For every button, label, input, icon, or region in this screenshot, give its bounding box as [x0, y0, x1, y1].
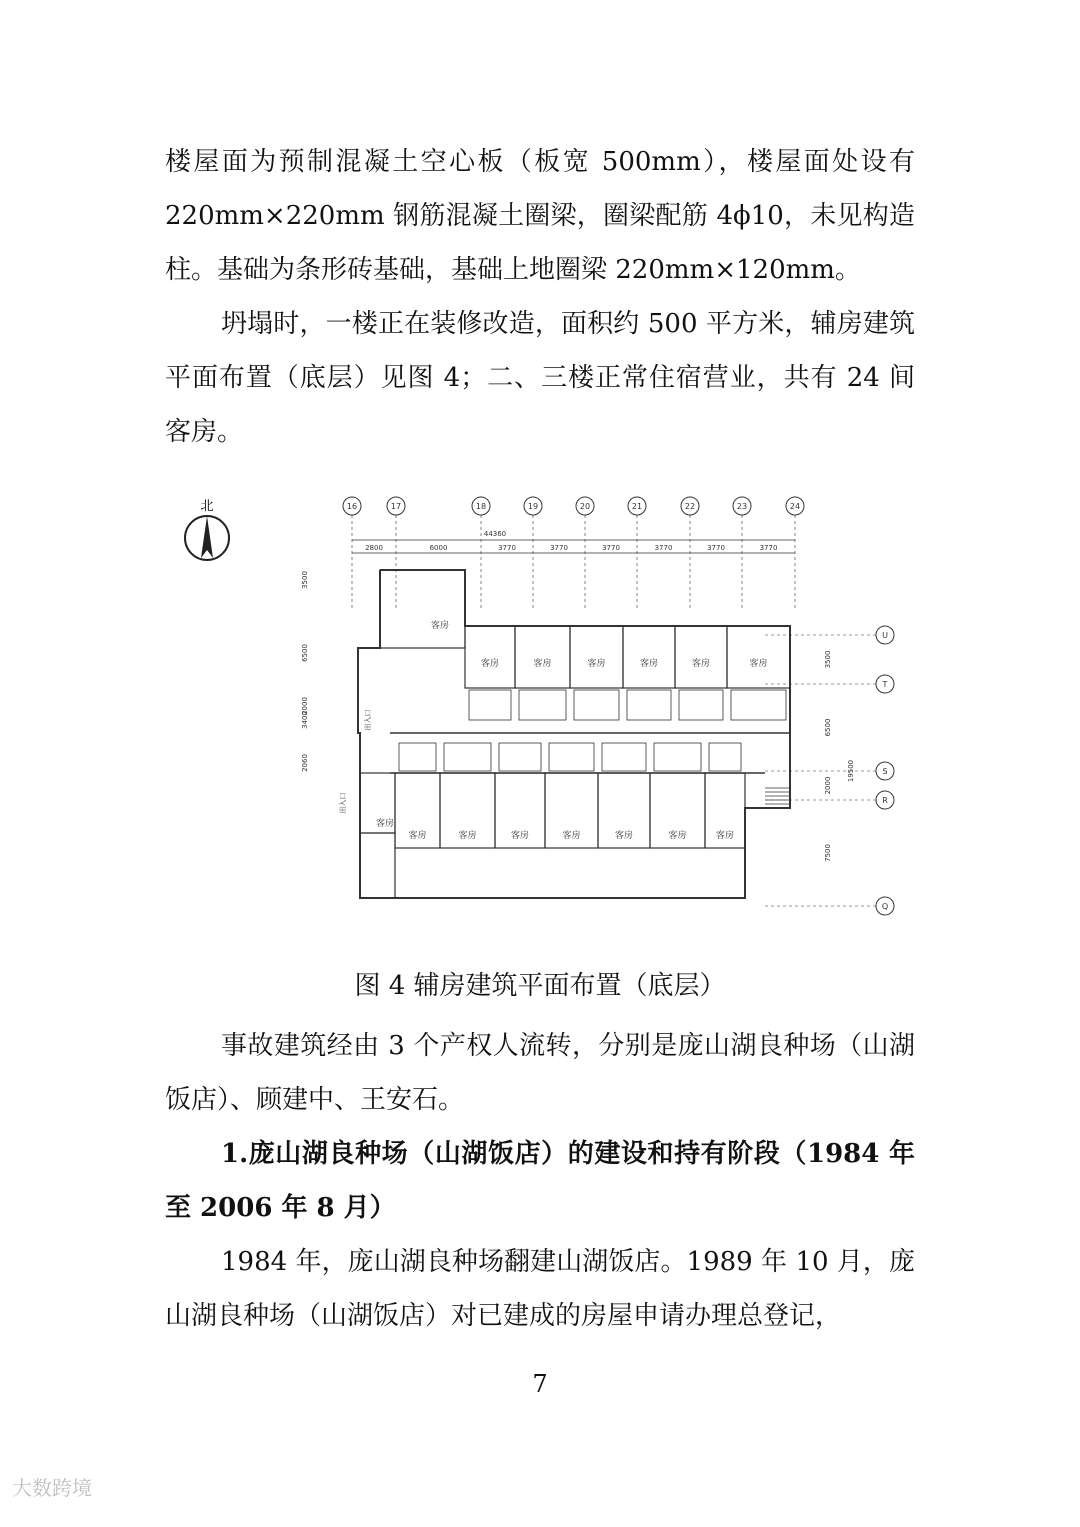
- axis-label-19: 19: [527, 502, 539, 511]
- lower-room-label-1: 客房: [408, 831, 427, 841]
- lower-bathroom-7: [709, 743, 741, 771]
- lower-bathroom-2: [444, 743, 491, 771]
- lower-room-label-6: 客房: [668, 831, 687, 841]
- top-dimension-1: 2800: [365, 544, 383, 552]
- upper-room-label-2: 客房: [533, 659, 552, 669]
- top-dimension-6: 3770: [654, 544, 673, 552]
- lower-bathroom-1: [399, 743, 436, 771]
- right-dimension-4: 7500: [824, 844, 832, 862]
- right-dimension-1: 3500: [824, 650, 832, 669]
- paragraph-ownership: 事故建筑经由 3 个产权人流转，分别是庞山湖良种场（山湖饭店）、顾建中、王安石。: [165, 1031, 915, 1115]
- southwest-room-label: 客房: [375, 819, 395, 829]
- top-dimension-2: 6000: [429, 544, 448, 552]
- upper-room-label-1: 客房: [480, 659, 500, 669]
- paragraph-structure: 楼屋面为预制混凝土空心板（板宽 500mm），楼屋面处设有 220mm×220mm 钢筋混凝土圈梁，圈梁配筋 4ϕ10，未见构造柱。基础为条形砖基础，基础上地圈梁 220mm×120mm。: [165, 147, 915, 285]
- lower-room-label-5: 客房: [614, 831, 634, 841]
- axis-label-16: 16: [346, 502, 358, 511]
- upper-room-label-4: 客房: [639, 659, 659, 669]
- northwest-room: [380, 570, 465, 648]
- axis-label-18: 18: [475, 502, 487, 511]
- axis-label-17: 17: [390, 502, 402, 511]
- axis-label-24: 24: [789, 502, 801, 511]
- top-dimension-3: 3770: [498, 544, 516, 552]
- lower-bathroom-6: [654, 743, 701, 771]
- axis-label-T: T: [882, 680, 888, 689]
- outer-wall: [358, 570, 790, 898]
- lower-bathroom-5: [602, 743, 646, 771]
- upper-room-1: [465, 626, 515, 688]
- upper-room-6: [727, 626, 790, 688]
- upper-room-label-3: 客房: [587, 659, 606, 669]
- upper-room-4: [623, 626, 675, 688]
- left-dimension-5: 2060: [301, 754, 309, 772]
- left-dimension-3: 2000: [301, 697, 309, 715]
- northwest-room-label: 客房: [430, 621, 450, 631]
- upper-bathroom-1: [469, 690, 511, 720]
- left-dimension-1: 3500: [301, 571, 309, 589]
- page-number: 7: [532, 1370, 548, 1398]
- upper-room-3: [570, 626, 623, 688]
- lower-room-label-4: 客房: [562, 831, 581, 841]
- north-label: 北: [200, 499, 214, 514]
- west-entrance-label: 出入口: [364, 709, 372, 731]
- axis-label-Q: Q: [881, 902, 889, 911]
- watermark: 大数跨境: [12, 1476, 92, 1500]
- right-dimension-2: 6500: [824, 718, 832, 737]
- section-heading: 1.庞山湖良种场（山湖饭店）的建设和持有阶段（1984 年至 2006 年 8 月）: [165, 1139, 915, 1223]
- right-dimension-5: 19500: [847, 759, 855, 783]
- lower-bathroom-4: [549, 743, 594, 771]
- paragraph-history: 1984 年，庞山湖良种场翻建山湖饭店。1989 年 10 月，庞山湖良种场（山湖饭店）对已建成的房屋申请办理总登记，: [165, 1247, 915, 1331]
- upper-bathroom-3: [574, 690, 619, 720]
- top-dimension-8: 3770: [759, 544, 778, 552]
- top-dimension-4: 3770: [550, 544, 568, 552]
- right-dimension-3: 2000: [824, 776, 832, 795]
- upper-room-5: [675, 626, 727, 688]
- southwest-restroom: [360, 833, 395, 898]
- paragraph-collapse-status: 坍塌时，一楼正在装修改造，面积约 500 平方米，辅房建筑平面布置（底层）见图 4；二、三楼正常住宿营业，共有 24 间客房。: [165, 309, 915, 447]
- axis-label-U: U: [882, 631, 888, 640]
- left-dimension-2: 6500: [301, 644, 309, 662]
- lower-room-label-3: 客房: [510, 831, 530, 841]
- left-dimension-4: 3400: [301, 711, 309, 729]
- north-arrow-icon: [185, 499, 229, 560]
- figure-caption: 图 4 辅房建筑平面布置（底层）: [354, 971, 726, 1001]
- axis-label-23: 23: [736, 502, 748, 511]
- lower-room-label-2: 客房: [458, 831, 477, 841]
- axis-label-R: R: [882, 796, 888, 805]
- top-dimension-5: 3770: [602, 544, 620, 552]
- upper-room-label-5: 客房: [691, 659, 711, 669]
- axis-label-20: 20: [579, 502, 591, 511]
- upper-bathroom-6: [731, 690, 786, 720]
- total-dimension: 44360: [483, 530, 507, 538]
- upper-bathroom-4: [627, 690, 671, 720]
- lower-bathroom-3: [499, 743, 541, 771]
- floor-plan-figure: [165, 488, 911, 940]
- upper-room-2: [515, 626, 570, 688]
- upper-room-label-6: 客房: [749, 659, 768, 669]
- upper-bathroom-2: [519, 690, 566, 720]
- upper-bathroom-5: [679, 690, 723, 720]
- axis-label-S: S: [882, 767, 888, 776]
- axis-label-21: 21: [631, 502, 643, 511]
- axis-label-22: 22: [684, 502, 696, 511]
- southwest-entrance-label: 出入口: [339, 792, 347, 814]
- top-dimension-7: 3770: [707, 544, 725, 552]
- lower-room-label-7: 客房: [715, 831, 735, 841]
